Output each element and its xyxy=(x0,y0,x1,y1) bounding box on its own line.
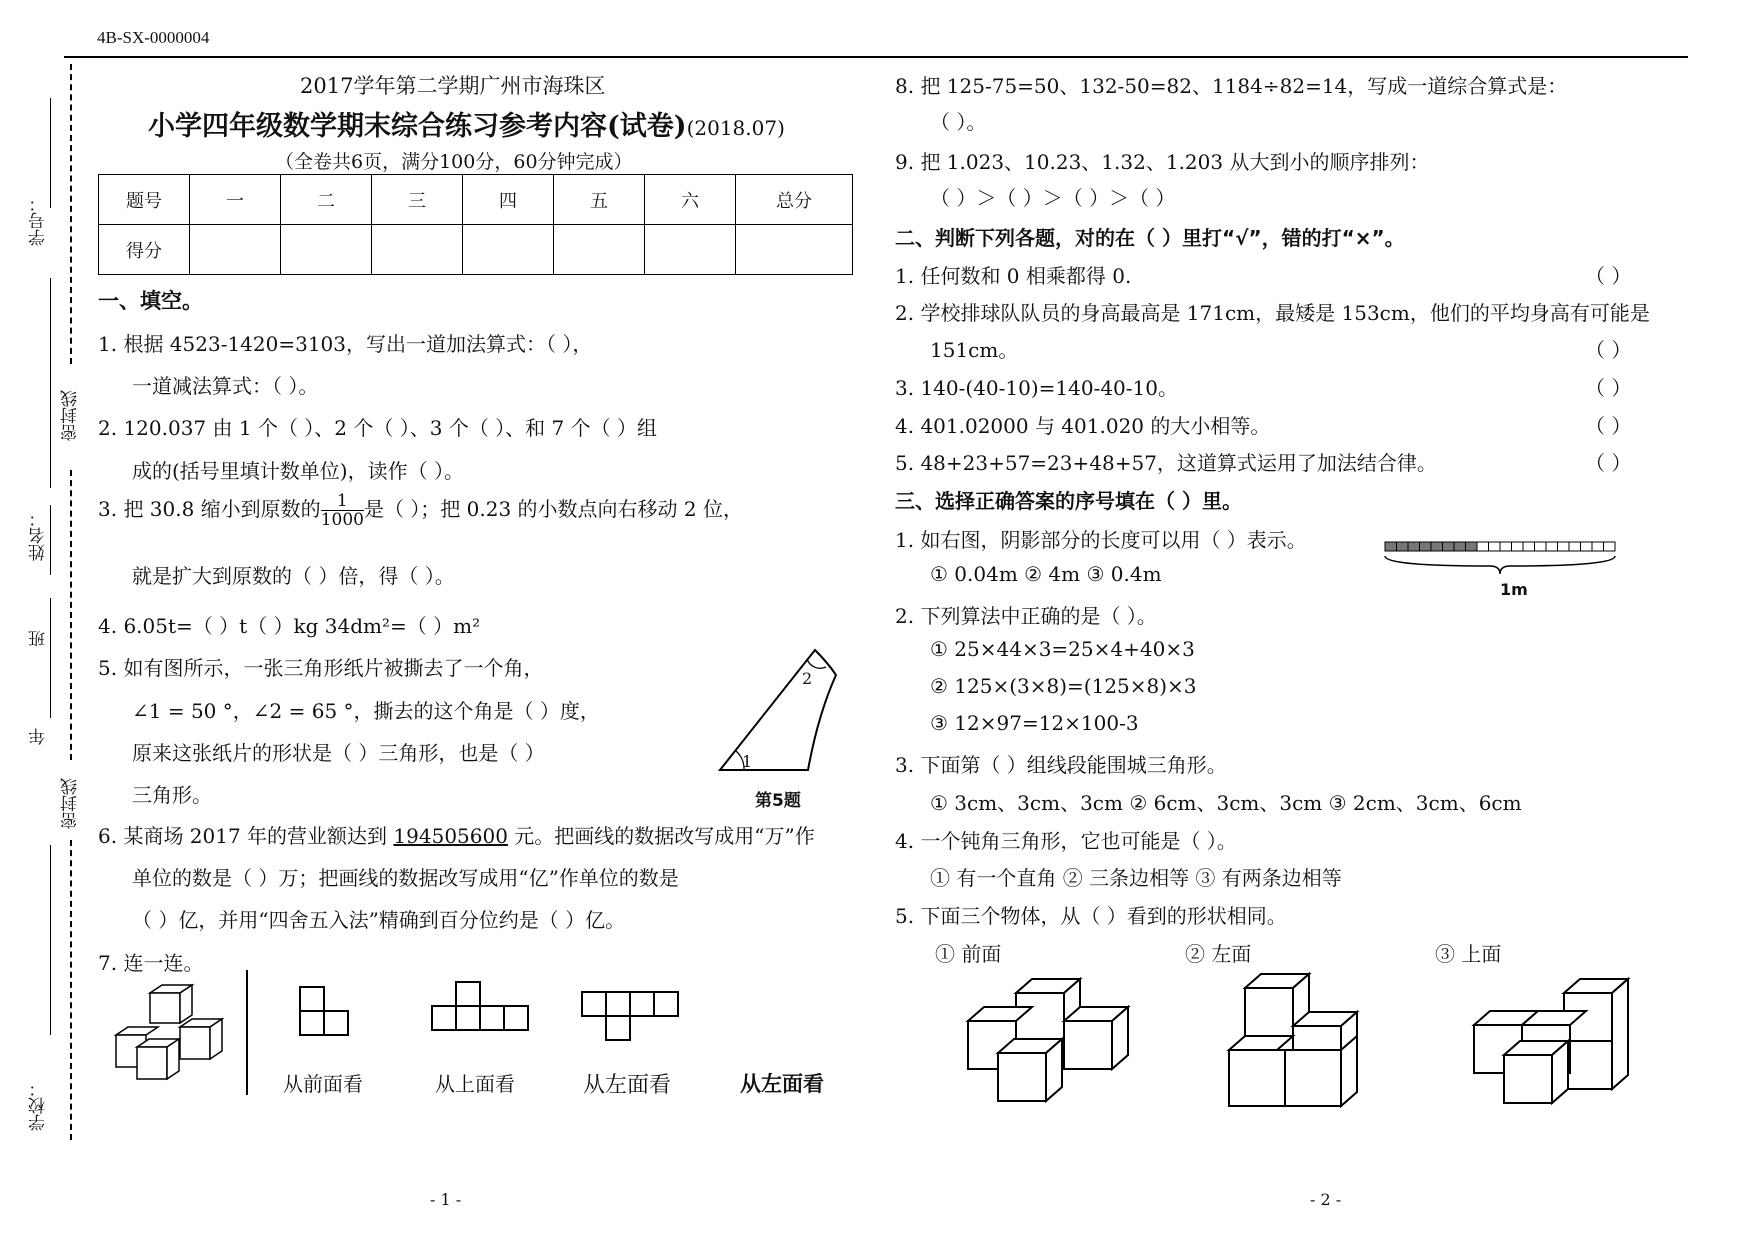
top-rule xyxy=(64,56,1688,58)
exam-title: 小学四年级数学期末综合练习参考内容(试卷)(2018.07) xyxy=(148,111,785,142)
score-table-cell: 五 xyxy=(554,175,645,225)
choice-question-2-option-2: ② 125×(3×8)=(125×8)×3 xyxy=(930,674,1197,698)
page-number-right: - 2 - xyxy=(1310,1190,1342,1209)
choice-question-1-options: ① 0.04m ② 4m ③ 0.4m xyxy=(930,562,1162,586)
choice-question-5-option-2: ② 左面 xyxy=(1185,942,1252,966)
choice-question-5-option-3: ③ 上面 xyxy=(1435,942,1502,966)
question-6-line-2: 单位的数是（ ）万；把画线的数据改写成用“亿”作单位的数是 xyxy=(132,866,679,890)
question-6-line-1: 6. 某商场 2017 年的营业额达到 194505600 元。把画线的数据改写成用“万”作 xyxy=(98,824,815,848)
score-table-row xyxy=(99,225,853,275)
choice-question-5-option-1: ① 前面 xyxy=(935,942,1002,966)
seal-line-label: 密封线 xyxy=(61,390,81,441)
exam-subtitle: 2017学年第二学期广州市海珠区 xyxy=(300,74,606,98)
ruler-shaded-segment xyxy=(1466,542,1478,551)
question-2-line-2: 成的(括号里填计数单位)，读作（ ）。 xyxy=(132,459,464,483)
ruler-segment xyxy=(1512,542,1524,551)
ruler-segment xyxy=(1477,542,1489,551)
student-number-label: 学号： xyxy=(29,195,49,246)
section-1-title: 一、填空。 xyxy=(98,289,203,313)
question-9-line-1: 9. 把 1.023、10.23、1.32、1.203 从大到小的顺序排列： xyxy=(895,150,1430,174)
binding-line xyxy=(50,98,51,208)
ruler-segment xyxy=(1489,542,1501,551)
view-label-top: 从上面看 xyxy=(435,1072,515,1096)
top-view-figure xyxy=(430,980,535,1035)
answer-parentheses[interactable]: （ ） xyxy=(1585,264,1632,288)
score-table-cell: 题号 xyxy=(99,175,190,225)
choice-question-2: 2. 下列算法中正确的是（ ）。 xyxy=(895,604,1157,628)
section-3-title: 三、选择正确答案的序号填在（ ）里。 xyxy=(895,489,1242,513)
question-2-line-1: 2. 120.037 由 1 个（ ）、2 个（ ）、3 个（ ）、和 7 个（ ）组 xyxy=(98,416,657,440)
binding-line xyxy=(50,845,51,1035)
ruler-segment xyxy=(1581,542,1593,551)
question-8-line-1: 8. 把 125-75=50、132-50=82、1184÷82=14，写成一道综合算式是： xyxy=(895,74,1568,98)
binding-line xyxy=(50,278,51,488)
score-input-cell[interactable] xyxy=(463,225,554,275)
score-table-cell: 六 xyxy=(645,175,736,225)
seal-line-label: 密封线 xyxy=(61,778,81,829)
judge-question-1: 1. 任何数和 0 相乘都得 0. xyxy=(895,264,1132,288)
ruler-segment xyxy=(1546,542,1558,551)
answer-parentheses[interactable]: （ ） xyxy=(1585,451,1632,475)
dashed-seal-line xyxy=(70,840,72,1140)
judge-question-2-line-2: 151cm。 xyxy=(930,338,1019,362)
exam-info: （全卷共6页，满分100分，60分钟完成） xyxy=(275,151,633,173)
school-label: 学校： xyxy=(29,1080,49,1131)
angle-1-label: 1 xyxy=(742,752,753,771)
figure-5-caption: 第5题 xyxy=(755,791,801,811)
question-5-line-2: ∠1 = 50 °，∠2 = 65 °，撕去的这个角是（ ）度， xyxy=(132,699,600,723)
ruler-brace xyxy=(1385,556,1615,574)
score-input-cell[interactable] xyxy=(736,225,853,275)
view-label-left-bold: 从左面看 xyxy=(740,1072,824,1096)
score-input-cell[interactable] xyxy=(372,225,463,275)
front-view-figure xyxy=(298,985,358,1045)
choice-question-4-options: ① 有一个直角 ② 三条边相等 ③ 有两条边相等 xyxy=(930,866,1342,890)
score-table-header-row xyxy=(99,175,853,225)
view-label-left: 从左面看 xyxy=(583,1073,672,1098)
left-view-figure xyxy=(580,990,685,1050)
exam-date: (2018.07) xyxy=(686,116,785,140)
dashed-seal-line xyxy=(70,470,72,760)
choice-question-5: 5. 下面三个物体，从（ ）看到的形状相同。 xyxy=(895,904,1287,928)
judge-question-2-line-1: 2. 学校排球队队员的身高最高是 171cm，最矮是 153cm，他们的平均身高有可能是 xyxy=(895,301,1650,325)
question-3-line-2: 就是扩大到原数的（ ）倍，得（ ）。 xyxy=(132,564,455,588)
answer-parentheses[interactable]: （ ） xyxy=(1585,338,1632,362)
question-7: 7. 连一连。 xyxy=(98,951,204,975)
grade-label: 年 xyxy=(29,728,49,745)
question-8-line-2: （ ）。 xyxy=(930,110,987,134)
ruler-shaded-segment xyxy=(1408,542,1420,551)
ruler-label: 1m xyxy=(1500,580,1528,599)
view-label-front: 从前面看 xyxy=(283,1072,363,1096)
judge-question-4: 4. 401.02000 与 401.020 的大小相等。 xyxy=(895,414,1271,438)
score-input-cell[interactable] xyxy=(554,225,645,275)
choice-question-2-option-3: ③ 12×97=12×100-3 xyxy=(930,711,1139,735)
ruler-shaded-segment xyxy=(1431,542,1443,551)
judge-question-3: 3. 140-(40-10)=140-40-10。 xyxy=(895,376,1178,400)
ruler-shaded-segment xyxy=(1420,542,1432,551)
answer-parentheses[interactable]: （ ） xyxy=(1585,414,1632,438)
dashed-seal-line xyxy=(70,64,72,364)
question-4: 4. 6.05t=（ ）t（ ）kg 34dm²=（ ）m² xyxy=(98,614,481,638)
cube-stack-figure xyxy=(112,985,272,1095)
question-3-line-1: 3. 把 30.8 缩小到原数的 $\frac{1}{1000}$ 是（ ）；把 0.23 的小数点向右移动 2 位， xyxy=(98,491,743,530)
ruler-shaded-segment xyxy=(1385,542,1397,551)
answer-parentheses[interactable]: （ ） xyxy=(1585,376,1632,400)
ruler-segment xyxy=(1569,542,1581,551)
page-number-left: - 1 - xyxy=(430,1190,462,1209)
ruler-segment xyxy=(1500,542,1512,551)
section-2-title: 二、判断下列各题，对的在（ ）里打“√”，错的打“×”。 xyxy=(895,226,1405,250)
score-table xyxy=(98,174,853,275)
question-5-line-3: 原来这张纸片的形状是（ ）三角形，也是（ ） xyxy=(132,741,545,765)
score-input-cell[interactable] xyxy=(281,225,372,275)
ruler-shaded-segment xyxy=(1443,542,1455,551)
document-code: 4B-SX-0000004 xyxy=(97,28,210,47)
ruler-segment xyxy=(1535,542,1547,551)
choice-question-2-option-1: ① 25×44×3=25×4+40×3 xyxy=(930,637,1195,661)
name-label: 姓名： xyxy=(29,510,49,561)
question-5-line-4: 三角形。 xyxy=(132,783,212,807)
choice-question-3-options: ① 3cm、3cm、3cm ② 6cm、3cm、3cm ③ 2cm、3cm、6cm xyxy=(930,791,1522,815)
binding-line xyxy=(50,598,51,718)
score-table-cell: 二 xyxy=(281,175,372,225)
ruler-segment xyxy=(1604,542,1616,551)
score-input-cell[interactable] xyxy=(190,225,281,275)
score-table-cell: 一 xyxy=(190,175,281,225)
question-6-line-3: （ ）亿，并用“四舍五入法”精确到百分位约是（ ）亿。 xyxy=(132,908,626,932)
ruler-segment xyxy=(1523,542,1535,551)
object-1-figure xyxy=(968,975,1143,1115)
score-input-cell[interactable] xyxy=(645,225,736,275)
question-1-line-2: 一道减法算式：（ ）。 xyxy=(132,374,319,398)
question-5-line-1: 5. 如有图所示，一张三角形纸片被撕去了一个角， xyxy=(98,656,544,680)
underlined-number: 194505600 xyxy=(393,824,508,848)
score-table-cell: 四 xyxy=(463,175,554,225)
ruler-shaded-segment xyxy=(1454,542,1466,551)
ruler-segment xyxy=(1592,542,1604,551)
judge-question-5: 5. 48+23+57=23+48+57，这道算式运用了加法结合律。 xyxy=(895,451,1437,475)
question-9-line-2: （ ）＞（ ）＞（ ）＞（ ） xyxy=(930,186,1176,210)
object-3-figure xyxy=(1470,975,1640,1115)
fraction: $\frac{1}{1000}$ xyxy=(320,491,364,530)
question-1-line-1: 1. 根据 4523-1420=3103，写出一道加法算式：（ ）， xyxy=(98,332,593,356)
choice-question-3: 3. 下面第（ ）组线段能围城三角形。 xyxy=(895,753,1227,777)
angle-2-label: 2 xyxy=(802,669,813,688)
class-label: 班 xyxy=(29,630,49,647)
object-2-figure xyxy=(1225,970,1385,1120)
choice-question-1: 1. 如右图，阴影部分的长度可以用（ ）表示。 xyxy=(895,528,1307,552)
score-table-cell: 总分 xyxy=(736,175,853,225)
ruler-shaded-segment xyxy=(1397,542,1409,551)
ruler-segment xyxy=(1558,542,1570,551)
choice-question-4: 4. 一个钝角三角形，它也可能是（ ）。 xyxy=(895,829,1237,853)
score-table-cell: 得分 xyxy=(99,225,190,275)
score-table-cell: 三 xyxy=(372,175,463,225)
